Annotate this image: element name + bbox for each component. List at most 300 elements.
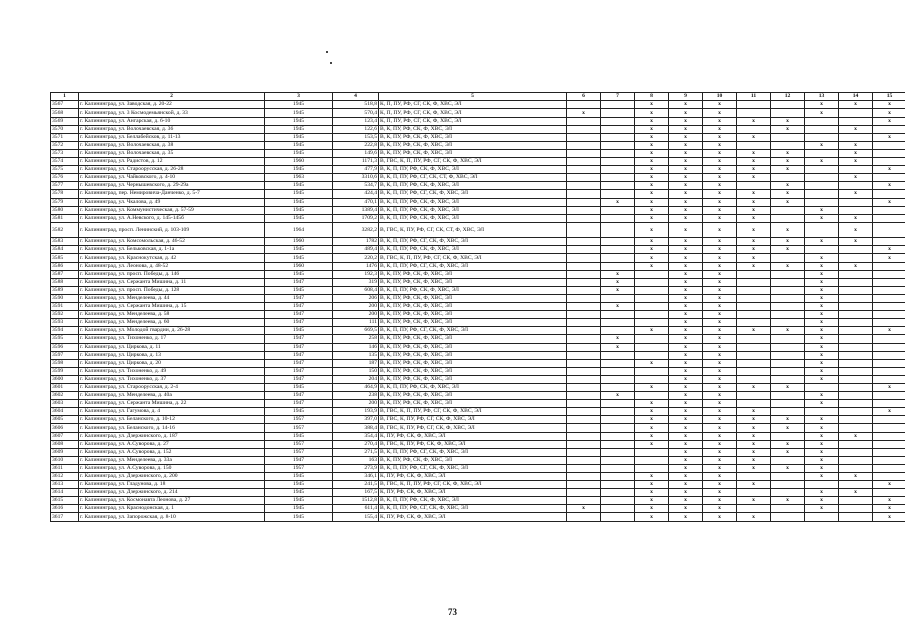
mark-cell-col-15: x [873, 246, 905, 254]
systems-list: К, ПУ, РФ, СК, Ф, ХВС, ЭЛ [379, 489, 567, 497]
mark-cell-col-6 [567, 262, 601, 270]
mark-cell-col-6 [567, 125, 601, 133]
mark-cell-col-10: x [703, 416, 737, 424]
mark-cell-col-14: x [839, 432, 873, 440]
build-year: 1945 [265, 327, 333, 335]
mark-cell-col-13: x [805, 206, 839, 214]
mark-cell-col-13: x [805, 109, 839, 117]
mark-cell-col-7 [601, 505, 635, 513]
table-row [51, 101, 905, 109]
floor-area: 1476 [333, 262, 379, 270]
mark-cell-col-14 [839, 375, 873, 383]
column-number-cell: 4 [333, 93, 379, 101]
mark-cell-col-11: x [737, 214, 771, 222]
mark-cell-col-6 [567, 166, 601, 174]
mark-cell-col-12 [771, 400, 805, 408]
mark-cell-col-12 [771, 375, 805, 383]
record-number: 3608 [51, 440, 79, 448]
mark-cell-col-7 [601, 375, 635, 383]
mark-cell-col-10: x [703, 125, 737, 133]
mark-cell-col-12 [771, 367, 805, 375]
mark-cell-col-6 [567, 319, 601, 327]
mark-cell-col-7 [601, 174, 635, 182]
mark-cell-col-10: x [703, 367, 737, 375]
mark-cell-col-6 [567, 190, 601, 198]
build-year: 1945 [265, 286, 333, 294]
mark-cell-col-11 [737, 294, 771, 302]
record-number: 3596 [51, 343, 79, 351]
table-row [51, 206, 905, 214]
record-number: 3613 [51, 481, 79, 489]
mark-cell-col-11 [737, 375, 771, 383]
floor-area: 163 [333, 456, 379, 464]
mark-cell-col-13 [805, 190, 839, 198]
mark-cell-col-13: x [805, 327, 839, 335]
mark-cell-col-7 [601, 440, 635, 448]
systems-list: В, К, П, ПУ, РФ, СК, Ф, ХВС, ЭЛ [379, 383, 567, 391]
address: г. Калининград, ул. Молодой гвардии, д. 26-28 [79, 327, 265, 335]
mark-cell-col-11: x [737, 464, 771, 472]
mark-cell-col-12: x [771, 327, 805, 335]
systems-list: В, К, ПУ, РФ, СК, Ф, ХВС, ЭЛ [379, 343, 567, 351]
address: г. Калининград, ул. Беллабейсков, д. 11-13 [79, 133, 265, 141]
mark-cell-col-13 [805, 149, 839, 157]
mark-cell-col-13 [805, 246, 839, 254]
mark-cell-col-15 [873, 262, 905, 270]
mark-cell-col-6 [567, 481, 601, 489]
systems-list: В, К, П, ПУ, РФ, СГ, СК, Ф, ХВС, ЭЛ [379, 238, 567, 246]
mark-cell-col-15 [873, 286, 905, 294]
floor-area: 167,5 [333, 489, 379, 497]
record-number: 3606 [51, 424, 79, 432]
mark-cell-col-14 [839, 109, 873, 117]
floor-area: 200 [333, 303, 379, 311]
address: г. Калининград, ул. Менделеева, д. 40а [79, 392, 265, 400]
mark-cell-col-12: x [771, 166, 805, 174]
address: г. Калининград, ул. Заводская, д. 20-22 [79, 101, 265, 109]
systems-list: В, ГВС, К, ПУ, РФ, СГ, СК, Ф, ХВС, ЭЛ [379, 424, 567, 432]
mark-cell-col-12 [771, 513, 805, 521]
record-number: 3605 [51, 416, 79, 424]
column-number-cell: 5 [379, 93, 567, 101]
record-number: 3600 [51, 375, 79, 383]
build-year: 1963 [265, 174, 333, 182]
record-number: 3589 [51, 286, 79, 294]
mark-cell-col-10: x [703, 464, 737, 472]
mark-cell-col-6 [567, 141, 601, 149]
floor-area: 122,6 [333, 125, 379, 133]
mark-cell-col-6 [567, 497, 601, 505]
mark-cell-col-8 [635, 319, 669, 327]
mark-cell-col-15 [873, 294, 905, 302]
floor-area: 1512,8 [333, 497, 379, 505]
floor-area: 477,9 [333, 166, 379, 174]
systems-list: В, К, П, ПУ, РФ, СГ, СК, Ф, ХВС, ЭЛ [379, 327, 567, 335]
mark-cell-col-8: x [635, 497, 669, 505]
mark-cell-col-8: x [635, 359, 669, 367]
mark-cell-col-10: x [703, 117, 737, 125]
mark-cell-col-10: x [703, 432, 737, 440]
record-number: 3581 [51, 214, 79, 222]
mark-cell-col-13: x [805, 432, 839, 440]
mark-cell-col-13: x [805, 270, 839, 278]
mark-cell-col-6 [567, 367, 601, 375]
address: г. Калининград, ул. Менделеева, д. 58 [79, 311, 265, 319]
mark-cell-col-7: x [601, 270, 635, 278]
mark-cell-col-7 [601, 109, 635, 117]
mark-cell-col-11 [737, 109, 771, 117]
table-body [51, 93, 905, 522]
mark-cell-col-14 [839, 343, 873, 351]
systems-list: В, К, ПУ, РФ, СК, Ф, ХВС, ЭЛ [379, 392, 567, 400]
systems-list: К, П, ПУ, РФ, СГ, СК, Ф, ХВС, ЭЛ [379, 101, 567, 109]
mark-cell-col-9: x [669, 481, 703, 489]
build-year: 1947 [265, 351, 333, 359]
mark-cell-col-10: x [703, 141, 737, 149]
address: г. Калининград, ул. А.Суворова, д. 152 [79, 448, 265, 456]
mark-cell-col-8: x [635, 166, 669, 174]
column-number-cell: 13 [805, 93, 839, 101]
table-row [51, 416, 905, 424]
mark-cell-col-11: x [737, 133, 771, 141]
mark-cell-col-11: x [737, 238, 771, 246]
mark-cell-col-12: x [771, 464, 805, 472]
mark-cell-col-14 [839, 505, 873, 513]
record-number: 3590 [51, 294, 79, 302]
mark-cell-col-12 [771, 473, 805, 481]
address: г. Калининград, ул. Циркова, д. 20 [79, 359, 265, 367]
mark-cell-col-14 [839, 311, 873, 319]
mark-cell-col-14 [839, 270, 873, 278]
mark-cell-col-13 [805, 408, 839, 416]
mark-cell-col-14 [839, 206, 873, 214]
column-number-cell: 11 [737, 93, 771, 101]
mark-cell-col-13: x [805, 343, 839, 351]
floor-area: 611,4 [333, 505, 379, 513]
mark-cell-col-6 [567, 448, 601, 456]
mark-cell-col-10: x [703, 383, 737, 391]
table-row [51, 286, 905, 294]
mark-cell-col-15 [873, 141, 905, 149]
mark-cell-col-8 [635, 351, 669, 359]
record-number: 3584 [51, 246, 79, 254]
systems-list: В, К, П, ПУ, РФ, СК, Ф, ХВС, ЭЛ [379, 497, 567, 505]
mark-cell-col-11: x [737, 254, 771, 262]
floor-area: 238 [333, 392, 379, 400]
mark-cell-col-12 [771, 254, 805, 262]
systems-list: В, К, ПУ, РФ, СК, Ф, ХВС, ЭЛ [379, 133, 567, 141]
mark-cell-col-14 [839, 351, 873, 359]
record-number: 3579 [51, 198, 79, 206]
mark-cell-col-11: x [737, 262, 771, 270]
mark-cell-col-6 [567, 424, 601, 432]
mark-cell-col-6 [567, 392, 601, 400]
address: г. Калининград, ул. Леонова, д. 48-52 [79, 262, 265, 270]
mark-cell-col-7: x [601, 335, 635, 343]
table-row [51, 222, 905, 238]
floor-area: 424,4 [333, 190, 379, 198]
mark-cell-col-13: x [805, 489, 839, 497]
mark-cell-col-8 [635, 303, 669, 311]
mark-cell-col-15 [873, 125, 905, 133]
systems-list: В, К, ПУ, РФ, СК, Ф, ХВС, ЭЛ [379, 375, 567, 383]
mark-cell-col-13: x [805, 367, 839, 375]
mark-cell-col-7: x [601, 286, 635, 294]
mark-cell-col-11: x [737, 497, 771, 505]
mark-cell-col-9: x [669, 383, 703, 391]
table-row [51, 432, 905, 440]
mark-cell-col-8: x [635, 214, 669, 222]
mark-cell-col-14 [839, 166, 873, 174]
floor-area: 1389,4 [333, 206, 379, 214]
mark-cell-col-13: x [805, 416, 839, 424]
mark-cell-col-15: x [873, 513, 905, 521]
build-year: 1957 [265, 448, 333, 456]
mark-cell-col-8 [635, 456, 669, 464]
mark-cell-col-10: x [703, 303, 737, 311]
build-year: 1947 [265, 359, 333, 367]
mark-cell-col-11 [737, 367, 771, 375]
mark-cell-col-13 [805, 383, 839, 391]
build-year: 1947 [265, 375, 333, 383]
mark-cell-col-9: x [669, 351, 703, 359]
mark-cell-col-12: x [771, 448, 805, 456]
mark-cell-col-10: x [703, 286, 737, 294]
address: г. Калининград, ул. Сержанта Мишина, д. 15 [79, 303, 265, 311]
record-number: 3580 [51, 206, 79, 214]
floor-area: 271,5 [333, 448, 379, 456]
mark-cell-col-15 [873, 303, 905, 311]
table-row [51, 182, 905, 190]
table-row [51, 505, 905, 513]
mark-cell-col-6 [567, 246, 601, 254]
build-year: 1945 [265, 473, 333, 481]
table-row [51, 400, 905, 408]
mark-cell-col-9: x [669, 416, 703, 424]
record-number: 3601 [51, 383, 79, 391]
mark-cell-col-11 [737, 125, 771, 133]
mark-cell-col-13: x [805, 101, 839, 109]
mark-cell-col-7 [601, 359, 635, 367]
systems-list: К, ПУ, РФ, СК, Ф, ХВС, ЭЛ [379, 473, 567, 481]
mark-cell-col-8 [635, 294, 669, 302]
mark-cell-col-15: x [873, 327, 905, 335]
build-year: 1945 [265, 383, 333, 391]
mark-cell-col-8: x [635, 489, 669, 497]
mark-cell-col-6 [567, 222, 601, 238]
mark-cell-col-8: x [635, 254, 669, 262]
mark-cell-col-11: x [737, 432, 771, 440]
mark-cell-col-11 [737, 141, 771, 149]
mark-cell-col-7 [601, 133, 635, 141]
mark-cell-col-10: x [703, 448, 737, 456]
mark-cell-col-13: x [805, 294, 839, 302]
mark-cell-col-8: x [635, 383, 669, 391]
address: г. Калининград, ул. Краснодонская, д. 1 [79, 505, 265, 513]
systems-list: В, К, ПУ, РФ, СК, Ф, ХВС, ЭЛ [379, 125, 567, 133]
mark-cell-col-8: x [635, 109, 669, 117]
mark-cell-col-9: x [669, 190, 703, 198]
mark-cell-col-12: x [771, 117, 805, 125]
mark-cell-col-13: x [805, 424, 839, 432]
record-number: 3570 [51, 125, 79, 133]
systems-list: В, ГВС, К, ПУ, РФ, СГ, СК, СТ, Ф, ХВС, ЭЛ [379, 222, 567, 238]
mark-cell-col-13: x [805, 392, 839, 400]
table-row [51, 497, 905, 505]
mark-cell-col-11 [737, 101, 771, 109]
build-year: 1945 [265, 198, 333, 206]
mark-cell-col-7 [601, 481, 635, 489]
floor-area: 206 [333, 294, 379, 302]
mark-cell-col-15 [873, 351, 905, 359]
mark-cell-col-14 [839, 440, 873, 448]
build-year: 1945 [265, 190, 333, 198]
build-year: 1945 [265, 246, 333, 254]
mark-cell-col-9: x [669, 473, 703, 481]
mark-cell-col-12: x [771, 497, 805, 505]
mark-cell-col-14 [839, 117, 873, 125]
mark-cell-col-7 [601, 101, 635, 109]
mark-cell-col-15 [873, 424, 905, 432]
mark-cell-col-11 [737, 270, 771, 278]
mark-cell-col-15 [873, 319, 905, 327]
mark-cell-col-7 [601, 117, 635, 125]
mark-cell-col-13: x [805, 456, 839, 464]
mark-cell-col-11: x [737, 166, 771, 174]
mark-cell-col-7 [601, 141, 635, 149]
table-row [51, 359, 905, 367]
mark-cell-col-13: x [805, 262, 839, 270]
mark-cell-col-15 [873, 432, 905, 440]
build-year: 1945 [265, 214, 333, 222]
mark-cell-col-14 [839, 424, 873, 432]
address: г. Калининград, ул. А.Невского, д. 145-145б [79, 214, 265, 222]
column-number-cell: 3 [265, 93, 333, 101]
mark-cell-col-11: x [737, 117, 771, 125]
mark-cell-col-9: x [669, 408, 703, 416]
mark-cell-col-10: x [703, 278, 737, 286]
mark-cell-col-9: x [669, 141, 703, 149]
mark-cell-col-14 [839, 464, 873, 472]
mark-cell-col-15 [873, 238, 905, 246]
mark-cell-col-11 [737, 319, 771, 327]
address: г. Калининград, ул. Гагумова, д. 4 [79, 408, 265, 416]
mark-cell-col-8: x [635, 327, 669, 335]
mark-cell-col-10: x [703, 238, 737, 246]
build-year: 1945 [265, 505, 333, 513]
address: г. Калининград, ул. Менделеева, д. 33а [79, 456, 265, 464]
mark-cell-col-15 [873, 489, 905, 497]
table-row [51, 448, 905, 456]
mark-cell-col-15 [873, 343, 905, 351]
mark-cell-col-14 [839, 481, 873, 489]
mark-cell-col-7 [601, 383, 635, 391]
mark-cell-col-9: x [669, 262, 703, 270]
mark-cell-col-7 [601, 432, 635, 440]
mark-cell-col-9: x [669, 182, 703, 190]
mark-cell-col-8: x [635, 440, 669, 448]
mark-cell-col-6 [567, 214, 601, 222]
floor-area: 273,9 [333, 464, 379, 472]
mark-cell-col-7 [601, 319, 635, 327]
mark-cell-col-11 [737, 303, 771, 311]
floor-area: 354,4 [333, 432, 379, 440]
mark-cell-col-10: x [703, 375, 737, 383]
record-number: 3574 [51, 158, 79, 166]
mark-cell-col-13: x [805, 303, 839, 311]
mark-cell-col-7 [601, 214, 635, 222]
mark-cell-col-10: x [703, 489, 737, 497]
mark-cell-col-6 [567, 327, 601, 335]
mark-cell-col-12 [771, 432, 805, 440]
column-number-cell: 6 [567, 93, 601, 101]
address: г. Калининград, ул. Менделеева, д. 60 [79, 319, 265, 327]
mark-cell-col-13: x [805, 158, 839, 166]
floor-area: 470,1 [333, 198, 379, 206]
mark-cell-col-14 [839, 303, 873, 311]
mark-cell-col-13: x [805, 311, 839, 319]
mark-cell-col-9: x [669, 109, 703, 117]
record-number: 3593 [51, 319, 79, 327]
mark-cell-col-12 [771, 335, 805, 343]
address: г. Калининград, ул. Циркова, д. 11 [79, 343, 265, 351]
mark-cell-col-11: x [737, 246, 771, 254]
address: г. Калининград, ул. А.Суворова, д. 27 [79, 440, 265, 448]
mark-cell-col-6 [567, 149, 601, 157]
column-number-cell: 9 [669, 93, 703, 101]
mark-cell-col-7 [601, 294, 635, 302]
systems-list: В, К, П, ПУ, РФ, СК, Ф, ХВС, ЭЛ [379, 182, 567, 190]
mark-cell-col-15 [873, 311, 905, 319]
address: г. Калининград, ул. Тихоненко, д. 37 [79, 375, 265, 383]
mark-cell-col-8: x [635, 222, 669, 238]
mark-cell-col-6 [567, 416, 601, 424]
address: г. Калининград, ул. Бельковская, д. 1-1а [79, 246, 265, 254]
mark-cell-col-11: x [737, 481, 771, 489]
record-number: 3610 [51, 456, 79, 464]
mark-cell-col-13: x [805, 400, 839, 408]
mark-cell-col-14 [839, 335, 873, 343]
mark-cell-col-13: x [805, 464, 839, 472]
mark-cell-col-10: x [703, 343, 737, 351]
mark-cell-col-7 [601, 238, 635, 246]
mark-cell-col-11: x [737, 448, 771, 456]
mark-cell-col-14 [839, 513, 873, 521]
systems-list: В, К, П, ПУ, РФ, СГ, СК, Ф, ХВС, ЭЛ [379, 448, 567, 456]
mark-cell-col-15: x [873, 254, 905, 262]
mark-cell-col-8: x [635, 206, 669, 214]
mark-cell-col-11 [737, 489, 771, 497]
mark-cell-col-7 [601, 262, 635, 270]
mark-cell-col-9: x [669, 440, 703, 448]
mark-cell-col-10: x [703, 214, 737, 222]
mark-cell-col-13 [805, 513, 839, 521]
mark-cell-col-7: x [601, 303, 635, 311]
mark-cell-col-12 [771, 489, 805, 497]
mark-cell-col-10: x [703, 246, 737, 254]
mark-cell-col-12 [771, 278, 805, 286]
table-row [51, 166, 905, 174]
floor-area: 193,9 [333, 408, 379, 416]
mark-cell-col-8: x [635, 182, 669, 190]
mark-cell-col-15: x [873, 505, 905, 513]
build-year: 1947 [265, 456, 333, 464]
mark-cell-col-6 [567, 335, 601, 343]
mark-cell-col-8: x [635, 505, 669, 513]
mark-cell-col-15 [873, 222, 905, 238]
floor-area: 270,4 [333, 440, 379, 448]
mark-cell-col-12: x [771, 222, 805, 238]
